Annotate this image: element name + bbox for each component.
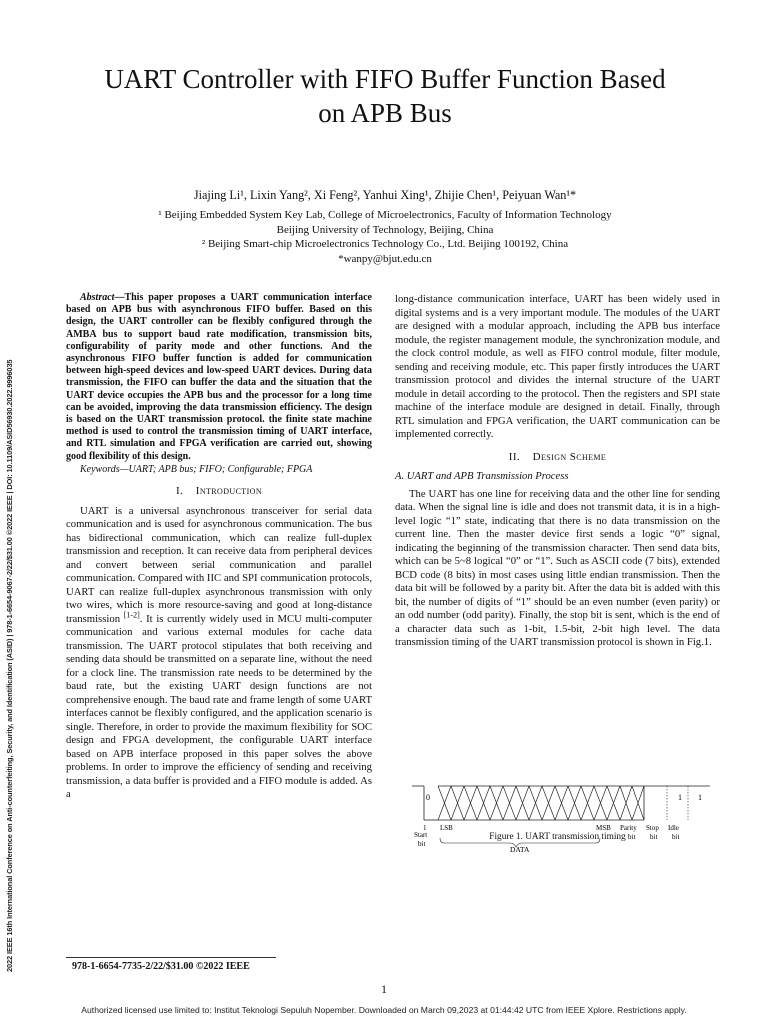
affiliation-1: ¹ Beijing Embedded System Key Lab, College of Microelectronics, Faculty of Information Technology [158, 209, 612, 221]
subsection-a-heading: A. UART and APB Transmission Process [395, 471, 569, 482]
right-column [395, 293, 720, 650]
left-column [66, 292, 372, 802]
intro-paragraph [66, 505, 372, 802]
section-2-number: II. [508, 450, 521, 463]
section-heading-2 [395, 451, 720, 465]
intro-text-b: . It is currently widely used in MCU multi-computer communication and various external modules for cache data transmission. The UART protocol stipulates that both receiving and sending data should be transmitted on a separate line, without the need for a clock line. The transmission rate needs to be determined by the baud rate, but the existing UART design functions are not comprehensive enough. The baud rate and frame length of some UART interfaces cannot be flexibly configured, and the application scenario is single. Therefore, in order to provide the maximum flexibility for SOC design and FPGA development, the configurable UART interface based on APB interface proposed in this paper solves the above problems. In order to improve the efficiency of sending and receiving transmission, a data buffer is provided and a FIFO module is added. As a [66, 612, 373, 801]
parity-bit-label: bit [628, 833, 636, 841]
start-1-label: 1 [423, 824, 427, 832]
intro-citation: [1-2] [123, 610, 140, 620]
section-2-title: Design Scheme [532, 450, 607, 463]
figure-caption: Figure 1. UART transmission timing [489, 832, 626, 842]
page-number: 1 [381, 982, 387, 996]
abstract-text: —This paper proposes a UART communication interface based on APB bus with asynchronous FIFO buffer. Based on this design, the UART controller can be flexibly configured through the AMBA bus to support baud rate modification, transmission bits, configurability of parity mode and other functions. And the asynchronous FIFO buffer function is added for communication between high-speed devices and low-speed UART devices. During data transmission, the FIFO can buffer the data and the situation that the UART device occupies the APB bus and the processor for a long time can be avoided, improving the data transmission efficiency. The design is based on the UART transmission protocol. the finite state machine method is used to control the transmission timing of UART interface, and RTL simulation and FPGA verification are carried out, showing good flexibility of this design. [66, 292, 372, 462]
section-1-title: Introduction [195, 485, 263, 498]
msb-label: MSB [596, 824, 611, 832]
bit-zero-label: 0 [426, 793, 430, 802]
footer-copyright: 978-1-6654-7735-2/22/$31.00 ©2022 IEEE [72, 961, 250, 972]
idle-one-label: 1 [698, 793, 702, 802]
title-line-1: UART Controller with FIFO Buffer Function Based [104, 64, 666, 94]
data-label: DATA [510, 845, 530, 854]
lsb-label: LSB [440, 824, 453, 832]
stop-bit-label: bit [650, 833, 658, 841]
section-1-number: I. [175, 485, 184, 498]
license-notice: Authorized licensed use limited to: Institut Teknologi Sepuluh Nopember. Downloaded on March 09,2023 at 01:44:42 UTC from IEEE Xplore. Restrictions apply. [81, 1005, 687, 1015]
right-paragraph-2: The UART has one line for receiving data and the other line for sending data. When the signal line is idle and does not transmit data, it is in a high-level logic “1” state, indicating that there is no data transmission on the current line. Then the master device first sends a logic “0” signal, indicating the beginning of the transmission character. Then send data bits, which can be 5~8 logical “0” or “1”. Such as ASCII code (7 bits), extended BCD code (8 bits) in most cases using little endian transmission. Then the data bit will be followed by a parity bit. After the data bit is added with this bit, the number of digits of “1” should be an even number (even parity) or an odd number (odd parity). Finally, the stop bit is sent, which is the end of a character data such as 1-bit, 1.5-bit, 2-bit high level. The data transmission timing of the UART transmission protocol is shown in Fig.1. [395, 487, 720, 648]
affiliation-1b: Beijing University of Technology, Beijing, China [276, 223, 494, 236]
abstract [66, 292, 372, 463]
section-heading-1 [66, 485, 372, 499]
keywords: Keywords—UART; APB bus; FIFO; Configurable; FPGA [80, 463, 313, 475]
abstract-lead: Abstract [80, 292, 115, 303]
idle-label: Idle [668, 824, 679, 832]
stop-label: Stop [646, 824, 659, 832]
start-word-label: Start [414, 831, 428, 839]
paper-title [40, 62, 730, 130]
affiliation-2: ² Beijing Smart-chip Microelectronics Technology Co., Ltd. Beijing 100192, China [201, 238, 569, 250]
footer-rule [66, 957, 276, 958]
data-bits-cells [438, 786, 644, 820]
idle-bit-label: bit [672, 833, 680, 841]
uart-timing-figure [410, 762, 720, 872]
affiliations [80, 208, 690, 266]
parity-label: Parity [620, 824, 637, 832]
right-paragraph-1: long-distance communication interface, UART has been widely used in digital systems and is a very important module. The modules of the UART are designed with a modular approach, including the APB bus interface module, the register management module, the synchronization module, and the clock control module, as well as FIFO control module, filter module, sending and receiving module, etc. This paper firstly introduces the UART transmission protocol and divides the internal structure of the UART module in detail according to the protocol. Then the registers and SPI state machine of the interface module are designed in detail. Finally, through RTL simulation and FPGA verification, the UART communication can be implemented correctly. [395, 293, 720, 440]
corresponding-email: *wanpy@bjut.edu.cn [338, 252, 432, 265]
stop-one-label: 1 [678, 793, 682, 802]
start-bit-label: bit [418, 840, 426, 848]
side-conference-strip: 2022 IEEE 16th International Conference on Anti-counterfeiting, Security, and Identification (ASID) | 978-1-6654-9067-2/22/$31.00 ©2022 IEEE | DOI: 10.1109/ASID56930.2022.9996035 [5, 359, 14, 972]
title-line-2: on APB Bus [318, 98, 452, 128]
author-list: Jiajing Li¹, Lixin Yang², Xi Feng², Yanhui Xing¹, Zhijie Chen¹, Peiyuan Wan¹* [193, 188, 577, 202]
intro-text-a: UART is a universal asynchronous transceiver for serial data communication and is used for asynchronous communication. The bus has bidirectional communication, which can realize full-duplex transmission and reception. It can receive data from peripheral devices and convert between serial communication and parallel communication. Compared with IIC and SPI communication protocols, UART can realize full-duplex asynchronous transmission with only two wires, which is more resource-saving and good at long-distance transmission [66, 504, 372, 625]
